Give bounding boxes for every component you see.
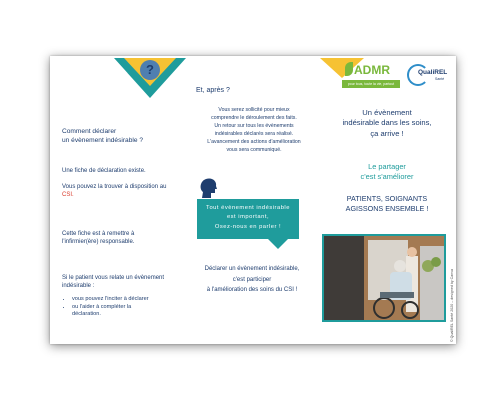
left-bullet-list [62, 296, 182, 319]
qualirel-logo-text: QualiREL [418, 69, 448, 76]
speech-bubble-tail [268, 239, 288, 249]
left-paragraph-2 [62, 183, 182, 199]
head-profile-icon [198, 177, 218, 199]
middle-title: Et, après ? [196, 87, 230, 94]
question-mark-icon: ? [140, 60, 160, 80]
list-item: • ou l'aider à compléter la déclaration. [72, 304, 182, 319]
caregiver-photo [322, 234, 446, 322]
admr-leaf-icon [345, 62, 353, 76]
left-paragraph-2-text: Vous pouvez la trouver à disposition au [62, 184, 167, 190]
middle-body: Vous serez sollicité pour mieux comprendre le déroulement des faits. Un retour sur tous les évènements indésirables déclarés sera réalisé. L'avancement des actions d'amélioration vous sera communiqué. [207, 107, 301, 154]
right-subheadline: Le partager c'est s'améliorer [360, 162, 414, 181]
left-heading: Comment déclarer un évènement indésirable ? [62, 128, 144, 144]
left-paragraph-3: Cette fiche est à remettre à l'infirmier(ère) responsable. [62, 231, 135, 246]
admr-tagline: pour tous, toute la vie, partout [342, 80, 400, 88]
middle-call-to-action: Déclarer un évènement indésirable, c'est participer à l'amélioration des soins du CSI ! [204, 266, 300, 293]
speech-bubble-text: Tout évènement indésirable est important, Osez-nous en parler ! [206, 205, 290, 230]
right-headline: Un évènement indésirable dans les soins, ça arrive ! [342, 108, 432, 138]
speech-bubble [197, 199, 299, 239]
qualirel-logo [405, 62, 451, 88]
side-credit: © QualiREL Santé 2020 – designed by Canva [450, 268, 454, 342]
admr-logo-text: ADMR [354, 63, 390, 77]
csi-highlight: CSI. [62, 192, 74, 199]
qualirel-logo-sub: Santé [435, 77, 445, 81]
caregiver-photo-illustration [324, 236, 444, 320]
left-paragraph-1: Une fiche de déclaration existe. [62, 168, 146, 174]
left-paragraph-4: Si le patient vous relate un évènement indésirable : [62, 275, 165, 290]
right-slogan: PATIENTS, SOIGNANTS AGISSONS ENSEMBLE ! [345, 194, 429, 213]
admr-logo [342, 60, 400, 90]
list-item: • vous pouvez l'inciter à déclarer [72, 296, 182, 304]
brochure-sheet [50, 56, 456, 344]
